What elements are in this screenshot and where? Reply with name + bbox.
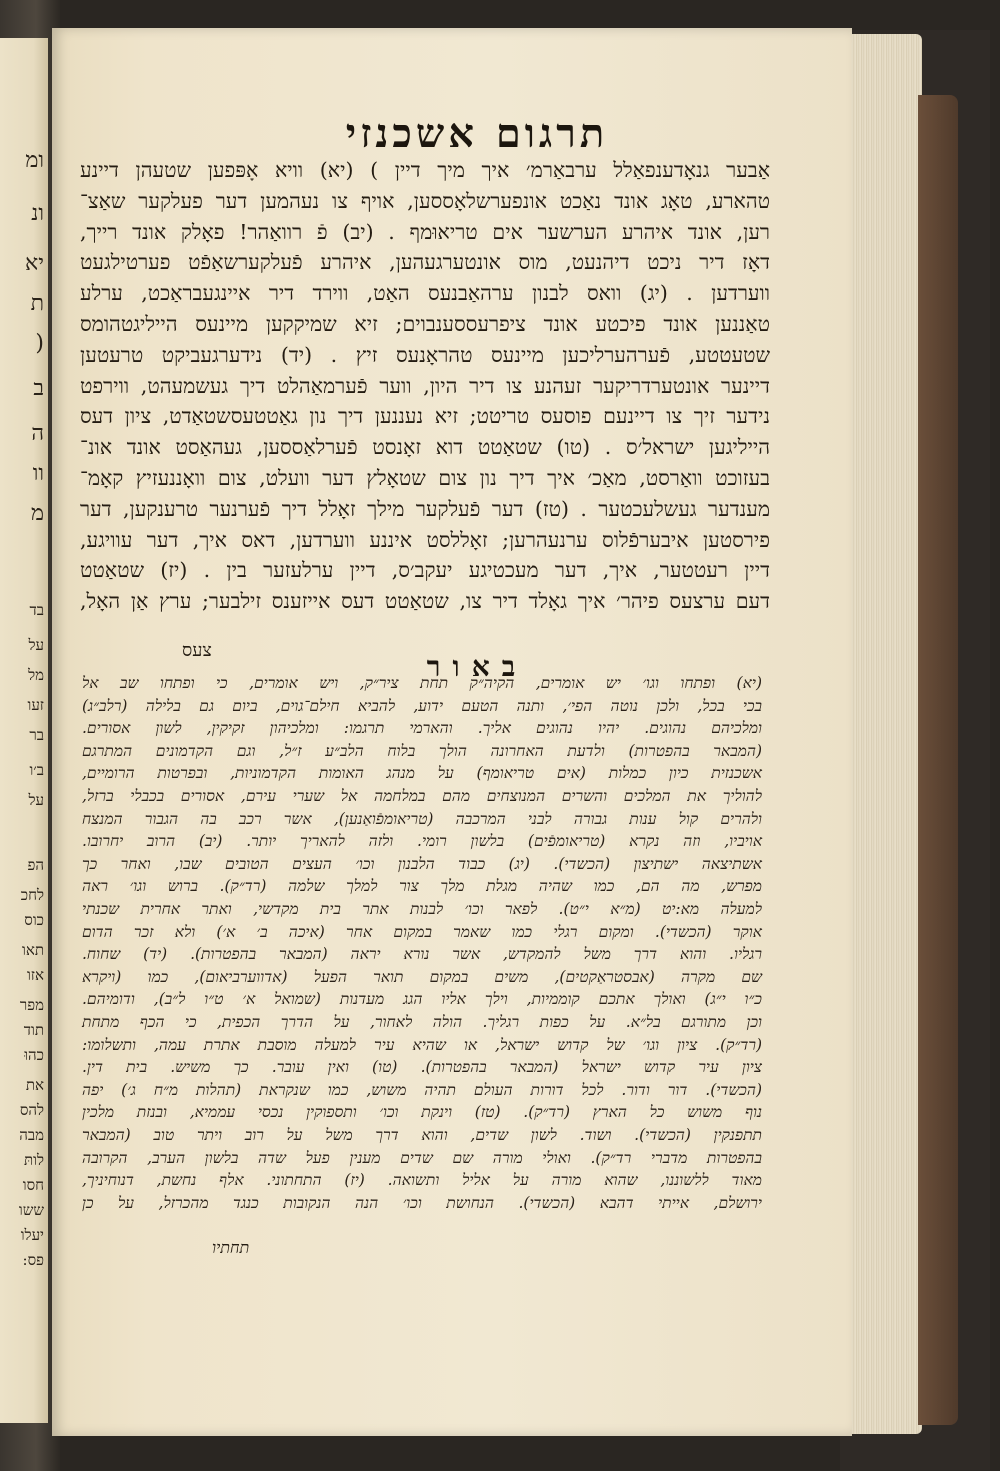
- left-page-fragment: ת: [30, 291, 44, 316]
- left-page-fragment: להס: [19, 1101, 44, 1119]
- left-page-fragment: על: [28, 636, 44, 654]
- commentary-line: ולהרים קול ענות גבורה לבני המרכבה (טריאומפֿואַנען), אשר רכב בה הגבור המנצח: [82, 809, 762, 828]
- main-text-line: דיינער אונטערדריקער זעהנע צו דיר היון, ווער פֿערמאַהלט דיך געשמעהט, ווירפט: [80, 373, 770, 398]
- commentary-line: (המבאר בהפטרות) ולדעת האחרונה הולך בלוח הלב״ע ז״ל, וגם הקדמונים המתרגם: [82, 741, 762, 760]
- commentary-line: אויביו, וזה נקרא (טריאומפֿים) בלשון רומי. ולזה להאריך יותר. (יב) הרוב יחרובו.: [82, 832, 762, 851]
- left-page-fragment: פס:: [22, 1251, 44, 1269]
- right-page: [52, 28, 852, 1436]
- left-page-fragment: ה: [31, 421, 44, 446]
- running-title: תרגום אשכנזי: [345, 110, 609, 157]
- main-text-line: דאָז דיר ניכט דיהנעט, מוס אונטערגעהען, איהרע פֿעלקערשאַפֿט פערטילגעט: [80, 250, 770, 275]
- left-page-fragment: ומ: [25, 148, 44, 173]
- main-text-line: טאַננען אונד פיכטע אונד ציפרעססענבוים; זיא שמיקקען מיינעס הייליגטהומס: [80, 312, 770, 336]
- left-page-fragment: כוס: [24, 911, 44, 929]
- left-page-fragment: ב׳ו: [29, 761, 44, 779]
- main-text-line: טהארע, טאָג אונד נאַכט אונפערשלאָססען, אויף צו נעהמען דער פעלקער שאַצ־: [80, 188, 770, 213]
- main-text-line: שטעטטע, פֿערהערליכען מיינעס טהראָנעס זיץ . (יד) נידערגעביקט טרעטען: [80, 342, 770, 367]
- commentary-line: מפרש, מה הם, כמו שהיה מגלת מלך צור למלך שלמה (רד״ק). ברוש וגו׳ ראה: [82, 877, 762, 896]
- commentary-line: אשתיצאה ישתיצון (הכשדי). (יג) כבוד הלבנון וכו׳ העצים הטובים שבו, ואחר כך: [82, 854, 762, 873]
- left-page-fragment: יעלו: [20, 1226, 44, 1244]
- catchword: צעס: [182, 640, 212, 661]
- commentary-line: תתפנקין (הכשדי). ושוד. לשון שדים, והוא דרך משל על רוב ויתר טוב (המבאר: [82, 1126, 762, 1144]
- commentary-line: וכן מתורגם בל״א. על כפות רגליך. הולה לאחור, על הדרך הכפית, כי הכף מתחת: [82, 1013, 762, 1031]
- left-page-fragment: (: [35, 331, 44, 356]
- commentary-line: רגליו. והוא דרך משל להמקדש, אשר נורא יראה (המבאר בהפטרות). (יד) שחוח.: [82, 945, 762, 964]
- left-page-fragment: מבה: [19, 1126, 44, 1144]
- left-page-fragment: תוד: [23, 1021, 44, 1039]
- left-page: [0, 38, 48, 1423]
- commentary-line: מאוד ללשוננו, שהוא מורה על אליל ותשואה. (יז) התחתוני. אלף נחשת, דנוחיניך,: [82, 1171, 762, 1190]
- commentary-line: בהפטרות מדברי רד״ק). ואולי מורה שם שדים מענין פעל שדה בלשון הערב, הקרובה: [82, 1148, 762, 1167]
- left-page-fragment: זעו: [27, 696, 44, 714]
- main-text-line: אַבער גנאָדענפאַלל ערבאַרמ׳ איך מיך דיין ) (יא) וויא אָפּפען שטעהן דיינע: [80, 158, 770, 182]
- commentary-line: שם מקרה (אבסטראַקטים), משים במקום תואר הפעל (אדווערביאום), כמו (ויקרא: [82, 967, 762, 986]
- commentary-line: ציון עיר קדוש ישראל (המבאר בהפטרות). (טו) ואין עובר. כך משיש. בית דין.: [82, 1058, 762, 1077]
- left-page-fragment: בר: [29, 726, 44, 744]
- left-page-fragment: הפ: [27, 856, 44, 874]
- section-heading: באור: [426, 650, 528, 683]
- left-page-fragment: וו: [32, 461, 44, 486]
- left-page-fragment: על: [28, 791, 44, 809]
- left-page-fragment: חסו: [22, 1176, 44, 1194]
- main-text-line: פירסטען איבערפֿלוס ערנעהרען; זאָללסט איננע ווערדען, דאס איך, דער עוויגע,: [80, 527, 770, 552]
- main-text-line: נידער זיך צו דיינעם פוסעס טריטט; זיא נעננען דיך נון גאַטטעסשטאַדט, ציון דעס: [80, 404, 770, 429]
- commentary-line: כ״ו י״ג) ואולך אתכם קוממיות, וילך אליו הגג מעדנות (שמואל א׳ ט״ו ל״ב), ודומיהם.: [82, 990, 762, 1009]
- commentary-line: בכי בכל, ולכן נוטה הפי׳, ותנה הטעם ידוע, להביא חילם־גוים, ביום גם בלילה (רלב״ג): [82, 696, 762, 715]
- left-page-fragment: מל: [28, 666, 44, 684]
- commentary-line: למעלה מא:יט (מ״א י״ט). לפאר וכו׳ לבנות אתר בית מקדשי, ואתר אחרית שכנתי: [82, 900, 762, 918]
- left-page-fragment: בד: [29, 601, 44, 619]
- book-cover-edge: [918, 95, 958, 1425]
- main-text-line: ווערדען . (יג) וואס לבנון ערהאַבנעס האַט, ווירד דיר איינגעבראַכט, ערלע: [80, 281, 770, 306]
- left-page-fragment: מפר: [19, 996, 44, 1014]
- left-page-fragment: לותּ: [23, 1151, 44, 1169]
- left-page-fragment: ב: [33, 376, 44, 401]
- main-text-line: בעזוכט וואַרסט, מאַכ׳ איך דיך נון צום שטאָלץ דער וועלט, צום וואָננעזיץ קאָמ־: [80, 466, 770, 490]
- commentary-line: (יא) ופתחו וגו׳ יש אומרים, הקיה״ק תחת ציר״ק, ויש אומרים, כי ופתחו שב אל: [82, 674, 762, 692]
- main-text-line: הייליגען ישראל׳ס . (טו) שטאַטט דוא זאָנסט פֿערלאַססען, געהאַסט אונד אונ־: [80, 435, 770, 460]
- left-page-fragment: את: [25, 1076, 44, 1094]
- commentary-line: אוקר (הכשדי). ומקום רגלי כמו שאמר במקום אחר (איכה ב׳ א׳) ולא זכר הדום: [82, 922, 762, 941]
- commentary-line: להוליך את המלכים והשרים המנוצחים מהם במלחמה אל שערי עירם, אסורים בכבלי ברזל,: [82, 787, 762, 805]
- catchword-bottom: תחתיו: [212, 1238, 250, 1257]
- commentary-line: אשכנזית כיון כמלות (אים טריאומף) על מנהג האומות הקדמוניות, ובפרטות הרומיים,: [82, 764, 762, 783]
- commentary-line: ירושלם, אייתי דהבא (הכשדי). הנחושת וכו׳ הנה הנקובות כנגד מהכרזל, על כן: [82, 1193, 762, 1212]
- commentary-line: ומלכיהם נהוגים. יהיו נהוגים אליך. והארמי תרגמו: ומלכיהון זקיקין, לשון אסורים.: [82, 719, 762, 738]
- commentary-line: נוף משוש כל הארץ (רד״ק). (טז) וינקת וכו׳ ותספוקין נכסי עממיא, ובנזת מלכין: [82, 1103, 762, 1122]
- commentary-line: (רד״ק). ציון וגו׳ של קדוש ישראל, או שהיא עיר למעלה מוסבת אתרת עמה, ותשלומו:: [82, 1035, 762, 1054]
- left-page-fragment: מ: [30, 501, 44, 526]
- left-page-fragment: יא: [25, 251, 44, 276]
- left-page-fragment: אזו: [26, 966, 44, 984]
- left-page-fragment: ונ: [31, 201, 44, 226]
- main-text-line: דעם ערצעס פיהר׳ איך גאָלד דיר צו, שטאַטט דעס אייזענס זילבער; ערץ אַן האָל,: [80, 589, 770, 614]
- left-page-fragment: תאו: [22, 941, 44, 959]
- main-text-line: רען, אונד איהרע הערשער אים טריאוּמף . (יב) פֿ רוואַהר! פאָלק אונד רייך,: [80, 219, 770, 244]
- main-text-line: מענדער געשלעכטער . (טז) דער פֿעלקער מילך זאָלל דיך פֿערנער טרענקען, דער: [80, 496, 770, 521]
- left-page-fragment: ששו: [18, 1201, 44, 1219]
- main-text-line: דיין רעטטער, איך, דער מעכטיגע יעקב׳ס, דיין ערלעזער בין . (יז) שטאַטט: [80, 558, 770, 583]
- page-edges: [842, 34, 922, 1434]
- left-page-fragment: כהוּ: [24, 1046, 44, 1064]
- commentary-line: (הכשדי). דור ודור. לכל דורות העולם תהיה משוש, כמו שנקראת (תהלות מ״ח ג׳) יפה: [82, 1080, 762, 1099]
- left-page-fragment: לחכ: [20, 886, 44, 904]
